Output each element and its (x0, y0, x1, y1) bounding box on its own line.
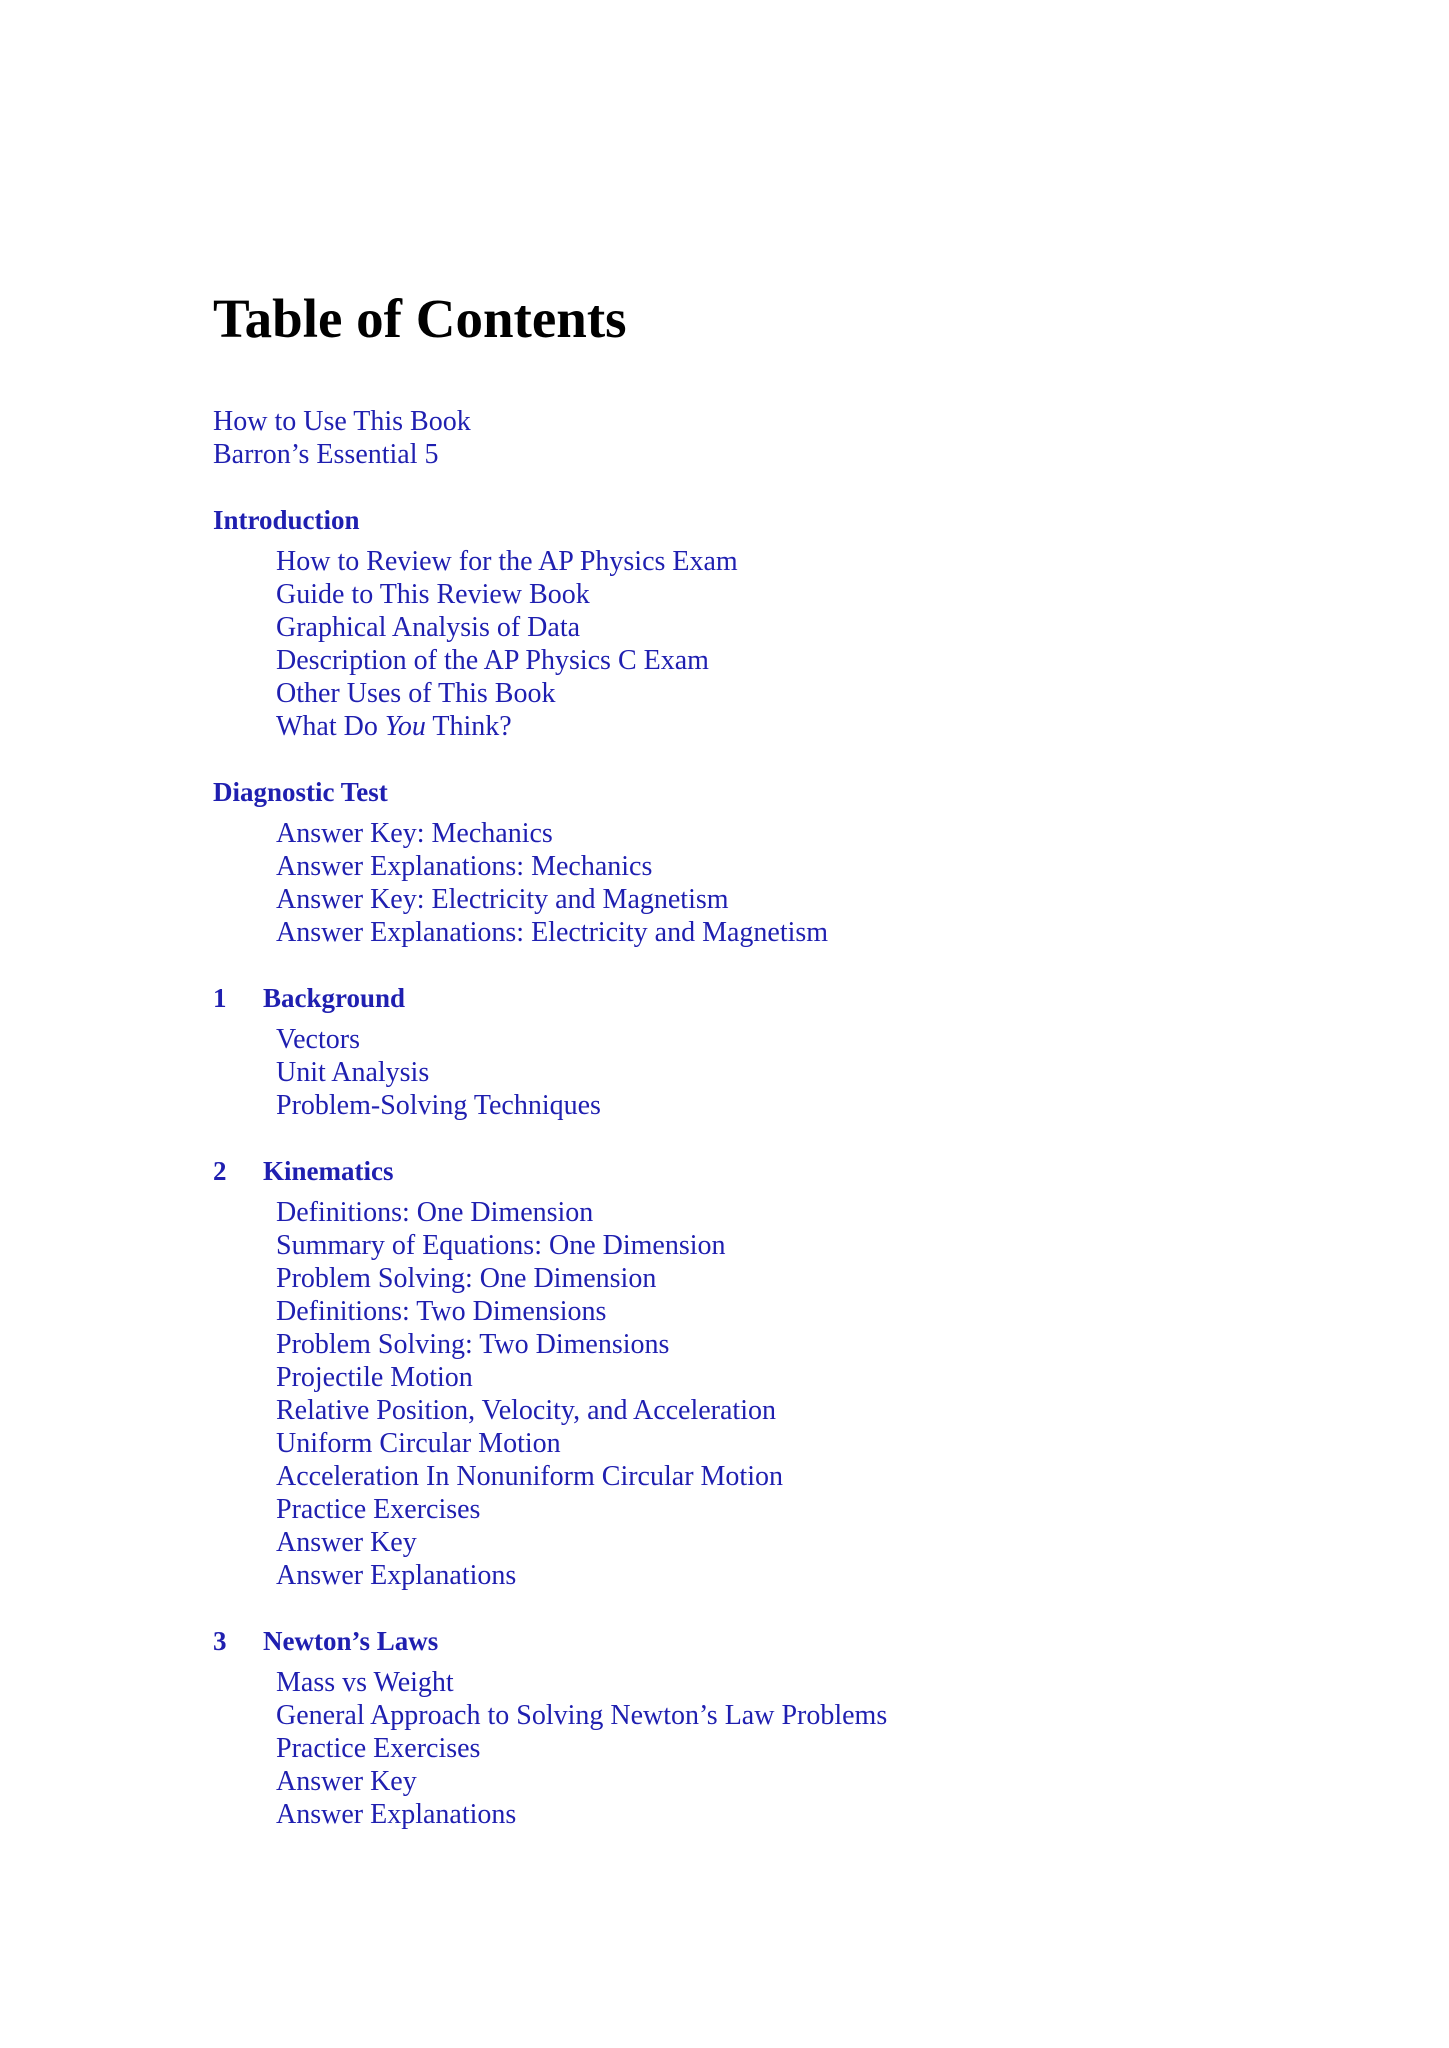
section-heading-kinematics[interactable] (213, 1155, 1313, 1188)
toc-link-problem-solving-one-dimension[interactable]: Problem Solving: One Dimension (276, 1263, 657, 1294)
subsection-item (276, 677, 1313, 710)
section-heading-background[interactable] (213, 982, 1313, 1015)
toc-link-description-of-the-ap-physics-c-exam[interactable]: Description of the AP Physics C Exam (276, 645, 709, 676)
subsection-item (276, 1526, 1313, 1559)
toc-link-problem-solving-two-dimensions[interactable]: Problem Solving: Two Dimensions (276, 1329, 670, 1360)
toc-link-practice-exercises[interactable]: Practice Exercises (276, 1733, 481, 1764)
toc-link-answer-key[interactable]: Answer Key (276, 1527, 417, 1558)
toc-link-answer-explanations-electricity-and-magnetism[interactable]: Answer Explanations: Electricity and Magnetism (276, 917, 829, 948)
subsection-item (276, 883, 1313, 916)
subsection-item (276, 1394, 1313, 1427)
toc-section-background (213, 982, 1313, 1122)
subsection-item (276, 1732, 1313, 1765)
toc-link-barrons-essential-5[interactable]: Barron’s Essential 5 (213, 439, 439, 470)
subsection-item (276, 710, 1313, 743)
subsection-item (276, 578, 1313, 611)
subsection-item (276, 1328, 1313, 1361)
toc-link-other-uses-of-this-book[interactable]: Other Uses of This Book (276, 678, 556, 709)
subsection-item (276, 1666, 1313, 1699)
toc-link-answer-explanations-mechanics[interactable]: Answer Explanations: Mechanics (276, 851, 653, 882)
toc-section-diagnostic-test (213, 776, 1313, 949)
toc-link-summary-of-equations-one-dimension[interactable]: Summary of Equations: One Dimension (276, 1230, 726, 1261)
subsection-item (276, 850, 1313, 883)
link-text-emphasis: You (384, 711, 426, 742)
subsection-item (276, 1196, 1313, 1229)
section-title: Introduction (213, 505, 360, 535)
subsection-item (276, 1229, 1313, 1262)
toc-link-answer-explanations[interactable]: Answer Explanations (276, 1799, 517, 1830)
subsection-item (276, 1089, 1313, 1122)
toc-link-how-to-review-for-the-ap-physics-exam[interactable]: How to Review for the AP Physics Exam (276, 546, 738, 577)
toc-link-how-to-use-this-book[interactable]: How to Use This Book (213, 406, 471, 437)
toc-link-definitions-two-dimensions[interactable]: Definitions: Two Dimensions (276, 1296, 607, 1327)
subsection-list (213, 1196, 1313, 1592)
subsection-item (276, 1427, 1313, 1460)
subsection-item (276, 1361, 1313, 1394)
toc-section-kinematics (213, 1155, 1313, 1592)
subsection-item (276, 611, 1313, 644)
toc-link-answer-key[interactable]: Answer Key (276, 1766, 417, 1797)
section-title: Diagnostic Test (213, 777, 388, 807)
subsection-item (276, 1559, 1313, 1592)
section-heading-introduction[interactable] (213, 504, 1313, 537)
toc-link-relative-position-velocity-and-acceleration[interactable]: Relative Position, Velocity, and Acceleration (276, 1395, 776, 1426)
toc-link-vectors[interactable]: Vectors (276, 1024, 360, 1055)
toc-section-introduction (213, 504, 1313, 743)
subsection-item (276, 1798, 1313, 1831)
toc-link-guide-to-this-review-book[interactable]: Guide to This Review Book (276, 579, 590, 610)
subsection-item (276, 1023, 1313, 1056)
subsection-list (213, 1666, 1313, 1831)
toc-link-acceleration-in-nonuniform-circular-motion[interactable]: Acceleration In Nonuniform Circular Motion (276, 1461, 783, 1492)
toc-link-mass-vs-weight[interactable]: Mass vs Weight (276, 1667, 454, 1698)
subsection-item (276, 545, 1313, 578)
subsection-item (276, 644, 1313, 677)
toc-link-problem-solving-techniques[interactable]: Problem-Solving Techniques (276, 1090, 601, 1121)
toc-link-answer-key-mechanics[interactable]: Answer Key: Mechanics (276, 818, 553, 849)
subsection-list (213, 545, 1313, 743)
subsection-item (276, 817, 1313, 850)
section-heading-newtons-laws[interactable] (213, 1625, 1313, 1658)
toc-link-answer-explanations[interactable]: Answer Explanations (276, 1560, 517, 1591)
section-title: Background (263, 983, 406, 1013)
toc-link-general-approach-to-solving-newtons-law-problems[interactable]: General Approach to Solving Newton’s Law Problems (276, 1700, 888, 1731)
toc-link-what-do-you-think[interactable] (276, 711, 512, 742)
toc-link-graphical-analysis-of-data[interactable]: Graphical Analysis of Data (276, 612, 581, 643)
subsection-item (276, 1262, 1313, 1295)
subsection-item (276, 1460, 1313, 1493)
toc-link-unit-analysis[interactable]: Unit Analysis (276, 1057, 430, 1088)
link-text-end: Think? (425, 711, 512, 742)
section-heading-diagnostic-test[interactable] (213, 776, 1313, 809)
link-text-start: What Do (276, 711, 385, 742)
chapter-number: 2 (213, 1156, 227, 1186)
chapter-number: 3 (213, 1626, 227, 1656)
toc-link-uniform-circular-motion[interactable]: Uniform Circular Motion (276, 1428, 561, 1459)
section-title: Newton’s Laws (263, 1626, 439, 1656)
toc-link-practice-exercises[interactable]: Practice Exercises (276, 1494, 481, 1525)
toc-link-projectile-motion[interactable]: Projectile Motion (276, 1362, 473, 1393)
subsection-item (276, 1056, 1313, 1089)
subsection-item (276, 916, 1313, 949)
toc-link-definitions-one-dimension[interactable]: Definitions: One Dimension (276, 1197, 594, 1228)
subsection-item (276, 1699, 1313, 1732)
toc-link-answer-key-electricity-and-magnetism[interactable]: Answer Key: Electricity and Magnetism (276, 884, 729, 915)
subsection-item (276, 1295, 1313, 1328)
subsection-list (213, 1023, 1313, 1122)
page-title: Table of Contents (213, 288, 627, 349)
subsection-list (213, 817, 1313, 949)
toc-body (213, 405, 1313, 1831)
subsection-item (276, 1765, 1313, 1798)
chapter-number: 1 (213, 983, 227, 1013)
section-title: Kinematics (263, 1156, 394, 1186)
subsection-item (276, 1493, 1313, 1526)
toc-section-newtons-laws (213, 1625, 1313, 1831)
